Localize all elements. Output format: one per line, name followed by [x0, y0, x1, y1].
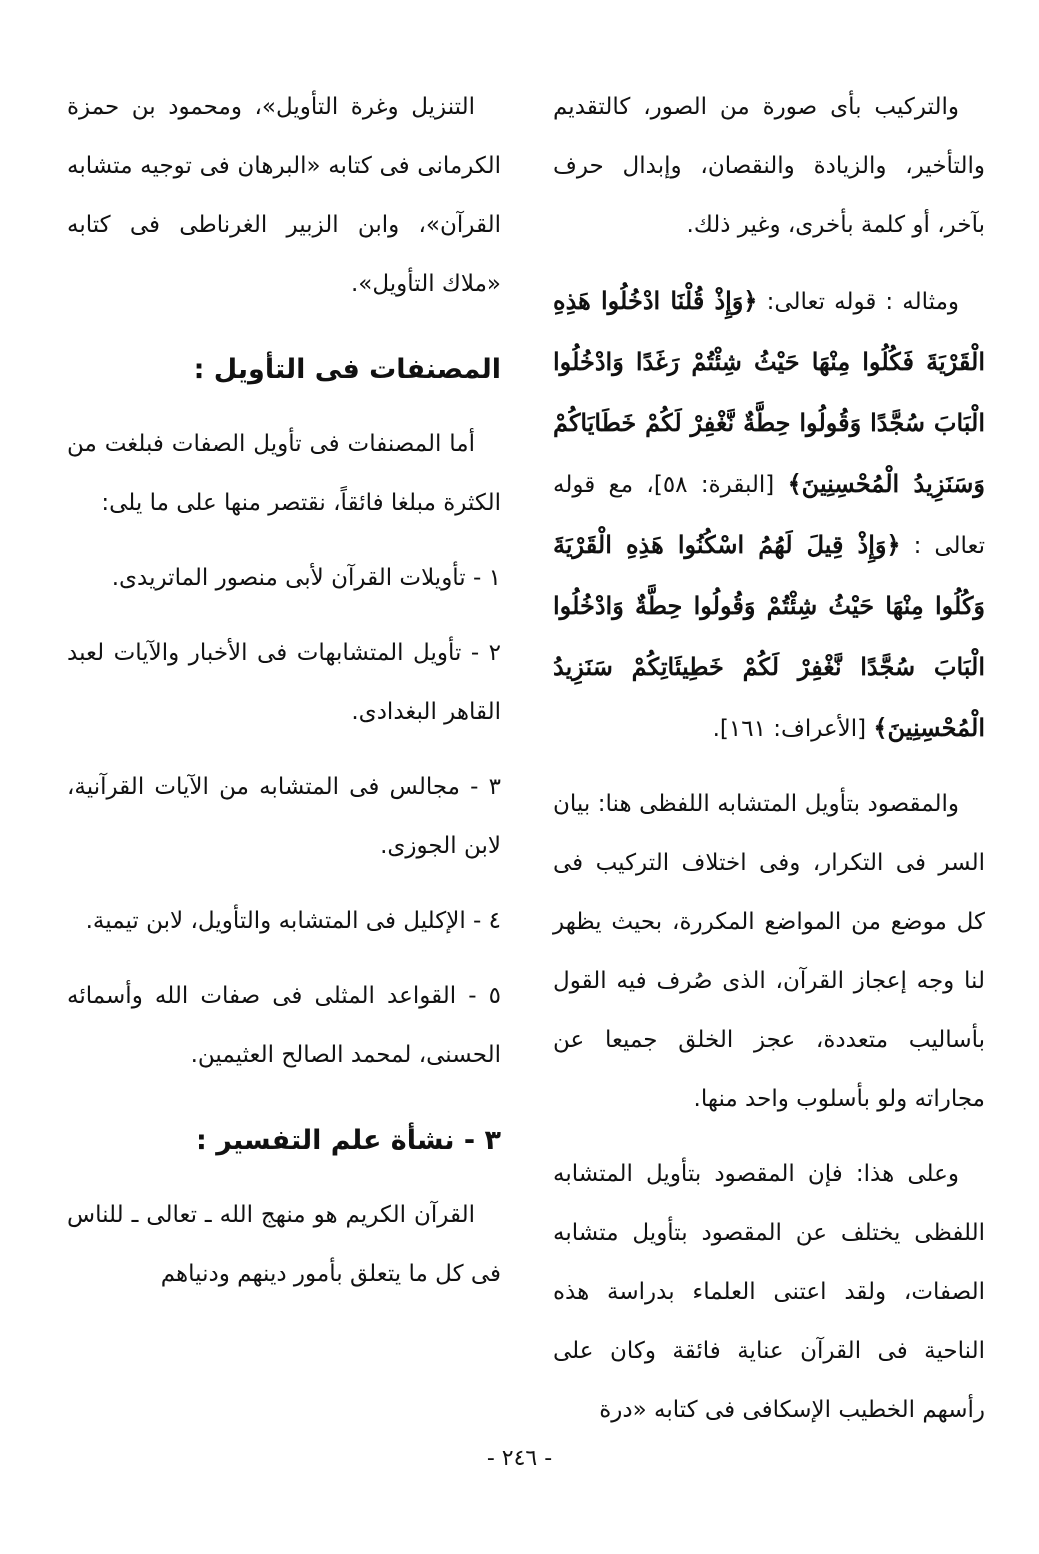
paragraph: أما المصنفات فى تأويل الصفات فبلغت من الكثرة مبلغا فائقاً، نقتصر منها على ما يلى: [67, 431, 501, 516]
verse-intro: ومثاله : قوله تعالى: [757, 289, 960, 315]
verse-reference: [البقرة: ٥٨]، [646, 472, 788, 498]
left-column [67, 78, 501, 1304]
list-item: ١ - تأويلات القرآن لأبى منصور الماتريدى. [111, 565, 501, 591]
paragraph-with-verses [553, 271, 985, 759]
verse-reference: [الأعراف: ١٦١]. [712, 716, 874, 742]
quran-verse: ﴿وَإِذْ قُلْنَا ادْخُلُوا هَذِهِ الْقَرْيَةَ فَكُلُوا مِنْهَا حَيْثُ شِئْتُمْ رَغَدًا وَادْخُلُوا الْبَابَ سُجَّدًا وَقُولُوا حِطَّةٌ نَّغْفِرْ لَكُمْ خَطَايَاكُمْ وَسَنَزِيدُ الْمُحْسِنِينَ﴾ [553, 286, 986, 498]
paragraph: وعلى هذا: فإن المقصود بتأويل المتشابه اللفظى يختلف عن المقصود بتأويل متشابه الصفات، ولقد اعتنى العلماء بدراسة هذه الناحية فى القرآن عناية فائقة وكان على رأسهم الخطيب الإسكافى فى كتابه «درة [553, 1161, 985, 1423]
quran-verse: ﴿وَإِذْ قِيلَ لَهُمُ اسْكُنُوا هَذِهِ الْقَرْيَةَ وَكُلُوا مِنْهَا حَيْثُ شِئْتُمْ وَقُولُوا حِطَّةٌ وَادْخُلُوا الْبَابَ سُجَّدًا نَّغْفِرْ لَكُمْ خَطِيئَاتِكُمْ سَنَزِيدُ الْمُحْسِنِينَ﴾ [553, 530, 985, 742]
page-number: - ٢٤٦ - [486, 1446, 553, 1471]
verse-connector: مع قوله تعالى : [553, 472, 985, 559]
paragraph: والمقصود بتأويل المتشابه اللفظى هنا: بيان السر فى التكرار، وفى اختلاف التركيب فى كل موضع من المواضع المكررة، بحيث يظهر لنا وجه إعجاز القرآن، الذى صُرف فيه القول بأساليب متعددة، عجز الخلق جميعا عن مجاراته ولو بأسلوب واحد منها. [553, 791, 985, 1112]
paragraph: القرآن الكريم هو منهج الله ـ تعالى ـ للناس فى كل ما يتعلق بأمور دينهم ودنياهم [67, 1202, 501, 1287]
list-item: ٣ - مجالس فى المتشابه من الآيات القرآنية، لابن الجوزى. [67, 774, 501, 859]
paragraph: والتركيب بأى صورة من الصور، كالتقديم والتأخير، والزيادة والنقصان، وإبدال حرف بآخر، أو كلمة بأخرى، وغير ذلك. [553, 94, 985, 238]
paragraph: التنزيل وغرة التأويل»، ومحمود بن حمزة الكرمانى فى كتابه «البرهان فى توجيه متشابه القرآن»، وابن الزبير الغرناطى فى كتابه «ملاك التأويل». [67, 94, 501, 297]
section-heading: ٣ - نشأة علم التفسير : [196, 1125, 501, 1156]
list-item: ٤ - الإكليل فى المتشابه والتأويل، لابن تيمية. [85, 908, 501, 934]
list-item: ٢ - تأويل المتشابهات فى الأخبار والآيات لعبد القاهر البغدادى. [67, 640, 501, 725]
list-item: ٥ - القواعد المثلى فى صفات الله وأسمائه الحسنى، لمحمد الصالح العثيمين. [67, 983, 501, 1068]
section-heading: المصنفات فى التأويل : [193, 354, 501, 385]
right-column [553, 78, 985, 1440]
